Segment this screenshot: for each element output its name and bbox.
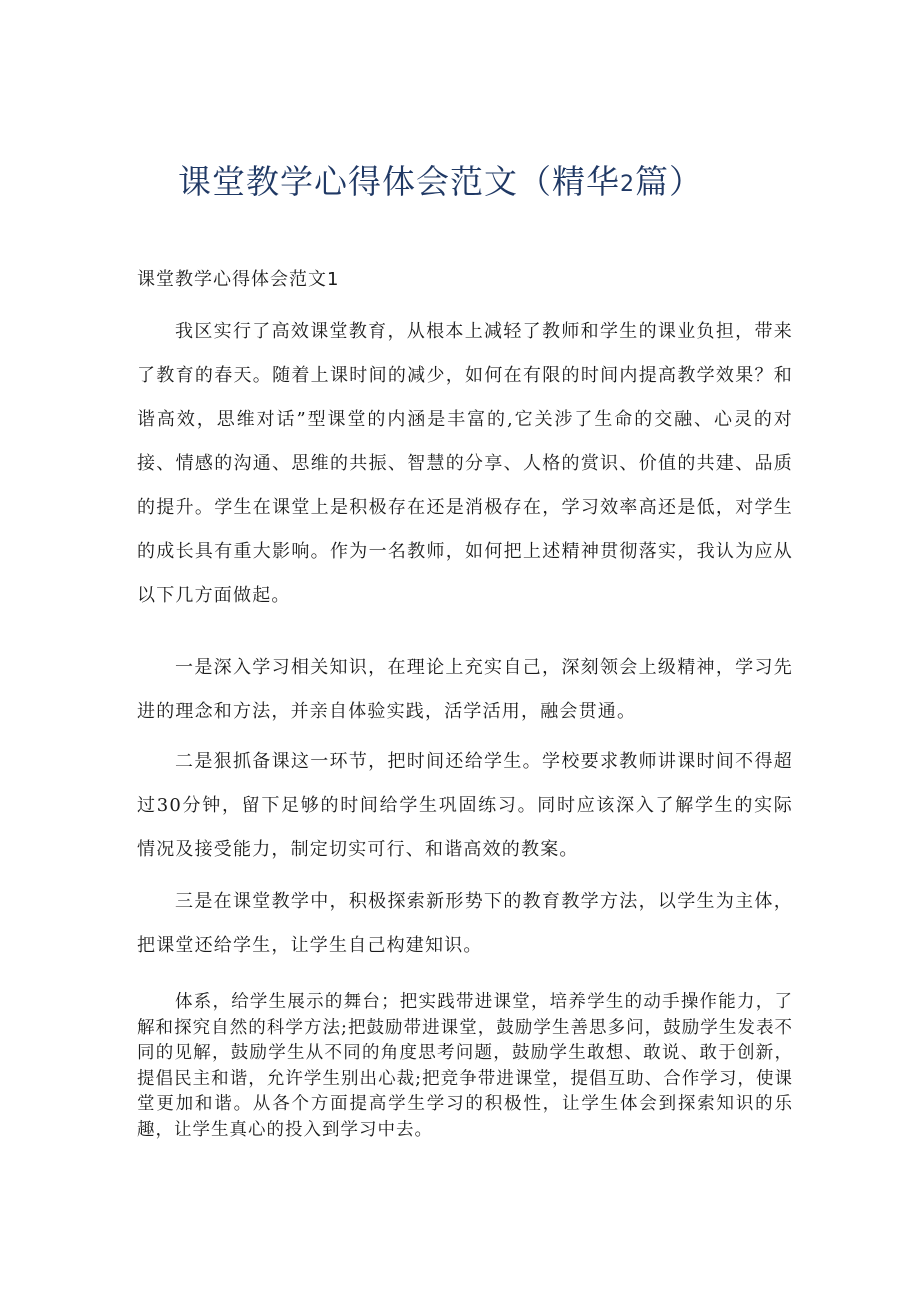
paragraph-4: 三是在课堂教学中，积极探索新形势下的教育教学方法，以学生为主体，把课堂还给学生，让学生自己构建知识。: [137, 891, 793, 956]
document-title: [178, 158, 798, 209]
paragraph-1: 我区实行了高效课堂教育，从根本上减轻了教师和学生的课业负担，带来了教育的春天。随着上课时间的减少，如何在有限的时间内提高教学效果？和谐高效，思维对话”型课堂的内涵是丰富的,它关涉了生命的交融、心灵的对接、情感的沟通、思维的共振、智慧的分享、人格的赏识、价值的共建、品质的提升。学生在课堂上是积极存在还是消极存在，学习效率高还是低，对学生的成长具有重大影响。作为一名教师，如何把上述精神贯彻落实，我认为应从以下几方面做起。: [137, 321, 793, 606]
title-number: 2: [620, 172, 635, 197]
paragraph-5: 体系，给学生展示的舞台；把实践带进课堂，培养学生的动手操作能力，了解和探究自然的科学方法;把鼓励带进课堂，鼓励学生善思多问，鼓励学生发表不同的见解，鼓励学生从不同的角度思考问题，鼓励学生敢想、敢说、敢于创新，提倡民主和谐，允许学生别出心裁;把竞争带进课堂，提倡互助、合作学习，使课堂更加和谐。从各个方面提高学生学习的积极性，让学生体会到探索知识的乐趣，让学生真心的投入到学习中去。: [137, 992, 793, 1140]
title-main: 课堂教学心得体会范文（精华: [178, 162, 620, 201]
title-end: 篇）: [635, 162, 703, 201]
paragraph-3: 二是狠抓备课这一环节，把时间还给学生。学校要求教师讲课时间不得超过30分钟，留下足够的时间给学生巩固练习。同时应该深入了解学生的实际情况及接受能力，制定切实可行、和谐高效的教案。: [137, 751, 793, 860]
paragraph-2: 一是深入学习相关知识，在理论上充实自己，深刻领会上级精神，学习先进的理念和方法，并亲自体验实践，活学活用，融会贯通。: [137, 657, 793, 722]
section-heading: 课堂教学心得体会范文1: [137, 269, 340, 290]
